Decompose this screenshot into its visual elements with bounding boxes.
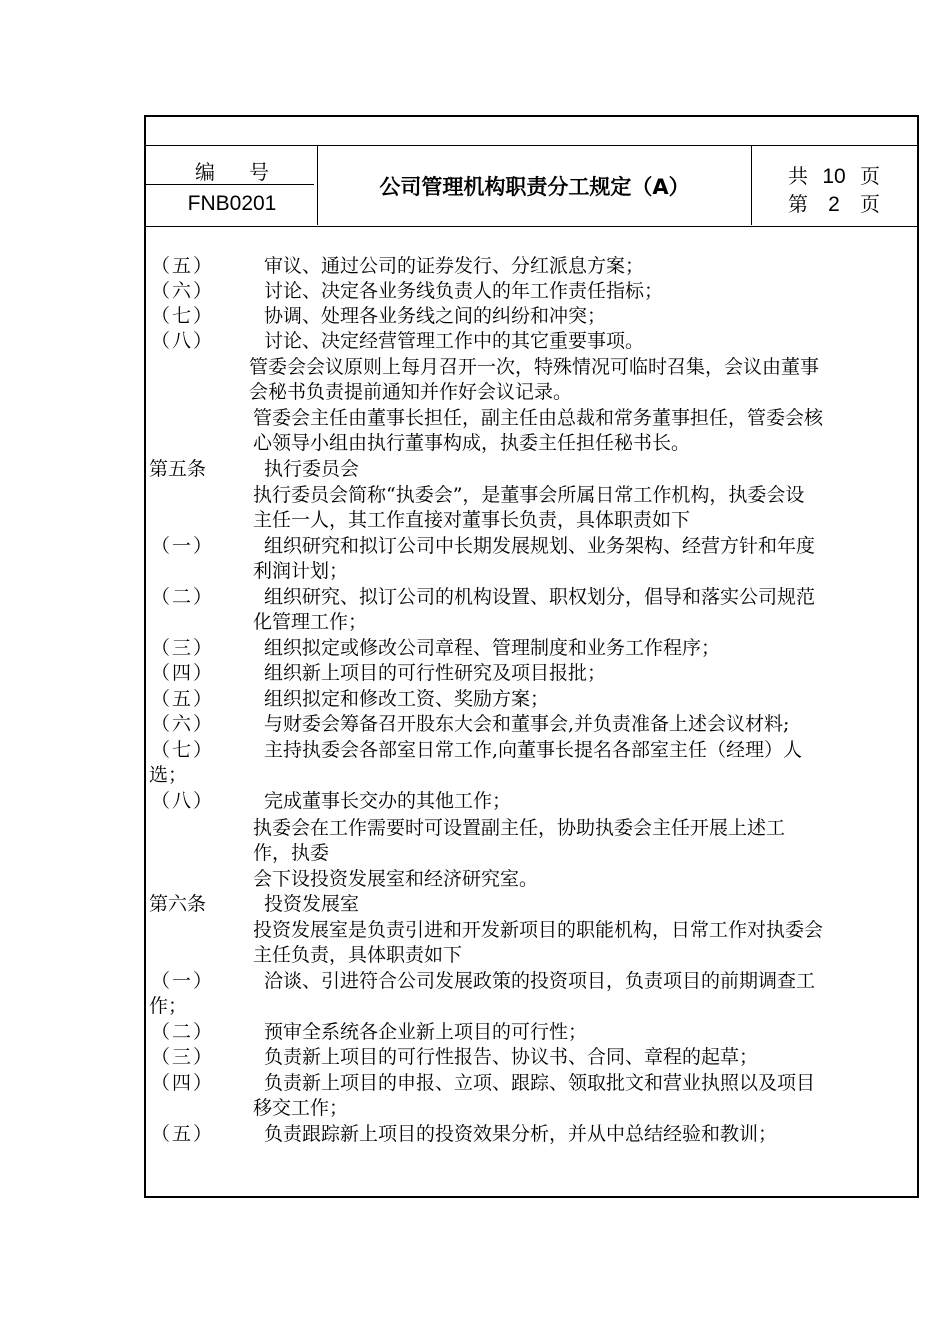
total-prefix: 共 xyxy=(788,164,808,188)
item-continuation: 移交工作； xyxy=(253,1097,349,1119)
paragraph-line: 主任负责，具体职责如下 xyxy=(253,944,463,966)
item-mark: （二） xyxy=(151,1021,215,1043)
item-text: 负责新上项目的可行性报告、协议书、合同、章程的起草； xyxy=(264,1046,759,1068)
paragraph-line: 执行委员会简称“执委会”，是董事会所属日常工作机构，执委会设 xyxy=(253,484,805,506)
paragraph-line: 管委会会议原则上每月召开一次，特殊情况可临时召集，会议由董事 xyxy=(249,356,820,378)
item-continuation: 选； xyxy=(149,764,188,786)
paragraph-line: 会秘书负责提前通知并作好会议记录。 xyxy=(249,381,573,403)
current-suffix: 页 xyxy=(860,192,880,216)
item-mark: （四） xyxy=(151,1072,215,1094)
item-mark: （五） xyxy=(151,255,215,277)
item-text: 主持执委会各部室日常工作,向董事长提名各部室主任（经理）人 xyxy=(264,739,803,761)
current-prefix: 第 xyxy=(788,192,808,216)
item-mark: （七） xyxy=(151,739,215,761)
item-text: 负责跟踪新上项目的投资效果分析，并从中总结经验和教训； xyxy=(264,1123,778,1145)
paragraph-line: 作，执委 xyxy=(253,842,330,864)
item-mark: （四） xyxy=(151,662,215,684)
document-code: FNB0201 xyxy=(187,192,277,215)
article-number: 第五条 xyxy=(149,458,207,480)
paragraph-line: 心领导小组由执行董事构成，执委主任担任秘书长。 xyxy=(253,432,691,454)
item-mark: （五） xyxy=(151,1123,215,1145)
item-text: 预审全系统各企业新上项目的可行性； xyxy=(264,1021,588,1043)
item-text: 完成董事长交办的其他工作； xyxy=(264,790,512,812)
total-pages-number: 10 xyxy=(822,165,846,188)
item-text: 组织拟定或修改公司章程、管理制度和业务工作程序； xyxy=(264,637,721,659)
total-suffix: 页 xyxy=(860,164,880,188)
item-mark: （一） xyxy=(151,535,215,557)
item-text: 组织新上项目的可行性研究及项目报批； xyxy=(264,662,607,684)
item-text: 洽谈、引进符合公司发展政策的投资项目，负责项目的前期调查工 xyxy=(264,970,816,992)
item-mark: （五） xyxy=(151,688,215,710)
item-text: 与财委会筹备召开股东大会和董事会,并负责准备上述会议材料; xyxy=(264,713,790,735)
item-text: 组织研究和拟订公司中长期发展规划、业务架构、经营方针和年度 xyxy=(264,535,816,557)
item-text: 组织研究、拟订公司的机构设置、职权划分，倡导和落实公司规范 xyxy=(264,586,816,608)
item-continuation: 化管理工作； xyxy=(253,611,368,633)
item-mark: （六） xyxy=(151,280,215,302)
item-continuation: 作； xyxy=(149,995,188,1017)
item-mark: （八） xyxy=(151,790,215,812)
article-title: 投资发展室 xyxy=(264,893,360,915)
paragraph-line: 主任一人，其工作直接对董事长负责，具体职责如下 xyxy=(253,509,691,531)
item-text: 协调、处理各业务线之间的纠纷和冲突； xyxy=(264,305,607,327)
item-mark: （六） xyxy=(151,713,215,735)
article-title: 执行委员会 xyxy=(264,458,360,480)
paragraph-line: 会下设投资发展室和经济研究室。 xyxy=(253,868,539,890)
item-mark: （三） xyxy=(151,1046,215,1068)
item-continuation: 利润计划； xyxy=(253,560,349,582)
item-text: 组织拟定和修改工资、奖励方案； xyxy=(264,688,550,710)
paragraph-line: 投资发展室是负责引进和开发新项目的职能机构，日常工作对执委会 xyxy=(253,919,824,941)
item-mark: （二） xyxy=(151,586,215,608)
item-text: 讨论、决定各业务线负责人的年工作责任指标； xyxy=(264,280,664,302)
current-page-number: 2 xyxy=(828,193,840,216)
paragraph-line: 执委会在工作需要时可设置副主任，协助执委会主任开展上述工 xyxy=(253,817,786,839)
item-mark: （三） xyxy=(151,637,215,659)
item-mark: （八） xyxy=(151,330,215,352)
paragraph-line: 管委会主任由董事长担任，副主任由总裁和常务董事担任，管委会核 xyxy=(253,407,824,429)
item-text: 负责新上项目的申报、立项、跟踪、领取批文和营业执照以及项目 xyxy=(264,1072,816,1094)
item-text: 审议、通过公司的证券发行、分红派息方案； xyxy=(264,255,645,277)
item-mark: （七） xyxy=(151,305,215,327)
code-label: 编号 xyxy=(195,160,303,184)
item-text: 讨论、决定经营管理工作中的其它重要事项。 xyxy=(264,330,645,352)
article-number: 第六条 xyxy=(149,893,207,915)
document-title: 公司管理机构职责分工规定（A） xyxy=(318,146,752,225)
item-mark: （一） xyxy=(151,970,215,992)
